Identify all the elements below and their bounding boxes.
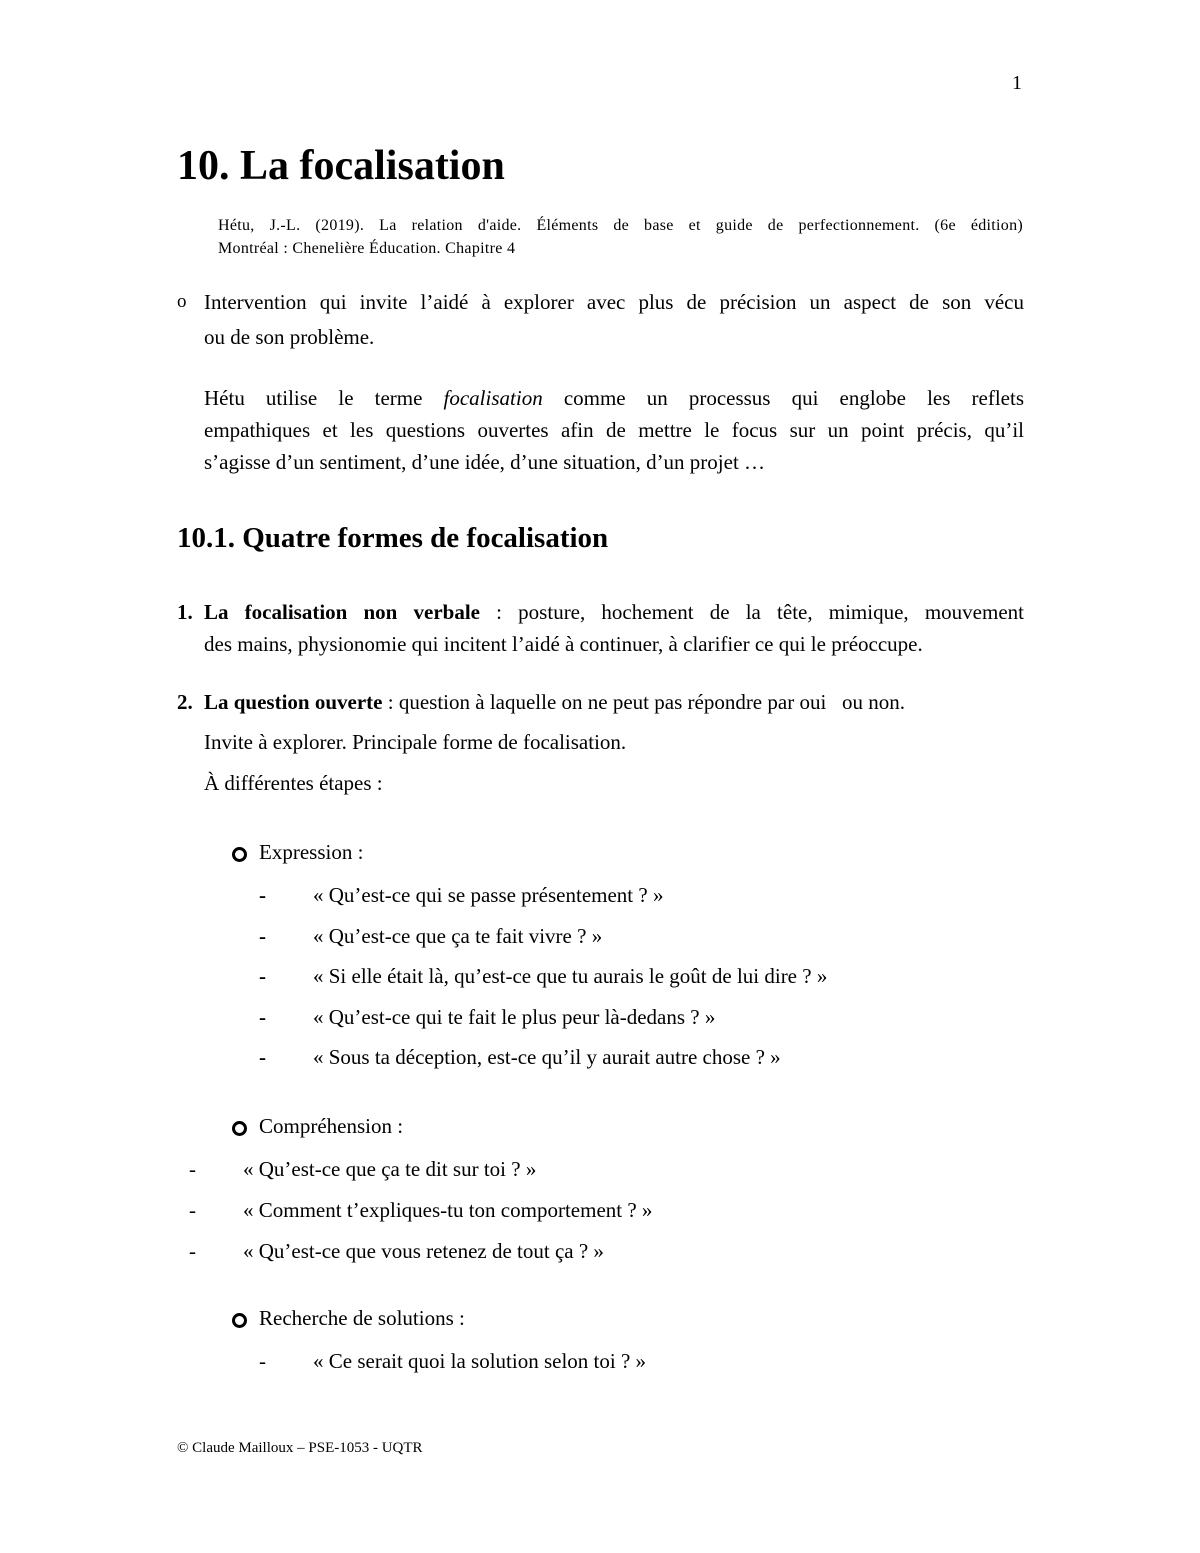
item-1-line-1 (204, 600, 1024, 625)
item-2-line-1 (204, 690, 905, 715)
question-item: « Qu’est-ce que ça te fait vivre ? » (313, 924, 603, 948)
item-2-line-3: À différentes étapes : (204, 771, 383, 795)
intro-line-2: ou de son problème. (204, 325, 375, 349)
dash-bullet: - (259, 964, 266, 988)
reference-line-1: Hétu, J.-L. (2019). La relation d'aide. Éléments de base et guide de perfectionnement. (6e édition) (218, 217, 1023, 234)
intro-paragraph-text: comme un processus qui englobe les reflets (563, 386, 1024, 410)
item-2-label: La question ouverte (204, 690, 383, 714)
intro-paragraph-line-1 (204, 386, 1024, 411)
intro-paragraph-line-2: empathiques et les questions ouvertes afin de mettre le focus sur un point précis, qu’il (204, 418, 1024, 442)
dash-bullet: - (259, 1349, 266, 1373)
intro-paragraph-line-3: s’agisse d’un sentiment, d’une idée, d’une situation, d’un projet … (204, 450, 766, 474)
dash-bullet: - (259, 924, 266, 948)
dash-bullet: - (259, 883, 266, 907)
hollow-bullet-icon: o (177, 291, 187, 312)
item-2-text: : question à laquelle on ne peut pas répondre par oui ou non. (382, 690, 906, 714)
section-heading: 10.1. Quatre formes de focalisation (177, 522, 609, 554)
item-2-line-2: Invite à explorer. Principale forme de focalisation. (204, 730, 627, 754)
item-1-text: : posture, hochement de la tête, mimique, mouvement (480, 600, 1024, 624)
dash-bullet: - (189, 1198, 196, 1222)
list-number: 2. (177, 690, 193, 714)
question-item: « Sous ta déception, est-ce qu’il y aurait autre chose ? » (313, 1045, 781, 1069)
item-1-label: La focalisation non verbale (204, 600, 481, 624)
dash-bullet: - (189, 1239, 196, 1263)
intro-line-1: Intervention qui invite l’aidé à explorer avec plus de précision un aspect de son vécu (204, 290, 1024, 314)
filled-circle-bullet-icon (232, 1313, 247, 1333)
stage-label: Recherche de solutions : (259, 1306, 465, 1330)
list-number: 1. (177, 600, 193, 624)
intro-paragraph-text: Hétu utilise le terme (204, 386, 423, 410)
dash-bullet: - (259, 1045, 266, 1069)
reference-line-2: Montréal : Chenelière Éducation. Chapitre 4 (218, 240, 516, 257)
filled-circle-bullet-icon (232, 1121, 247, 1141)
question-item: « Ce serait quoi la solution selon toi ? » (313, 1349, 647, 1373)
question-item: « Qu’est-ce qui se passe présentement ? » (313, 883, 664, 907)
page-title: 10. La focalisation (177, 143, 505, 189)
question-item: « Qu’est-ce que ça te dit sur toi ? » (243, 1157, 537, 1181)
stage-label: Expression : (259, 840, 364, 864)
footer-copyright: © Claude Mailloux – PSE-1053 - UQTR (177, 1440, 423, 1456)
question-item: « Si elle était là, qu’est-ce que tu aurais le goût de lui dire ? » (313, 964, 828, 988)
filled-circle-bullet-icon (232, 847, 247, 867)
stage-label: Compréhension : (259, 1114, 404, 1138)
question-item: « Qu’est-ce que vous retenez de tout ça ? » (243, 1239, 604, 1263)
page-number: 1 (1012, 72, 1022, 94)
question-item: « Comment t’expliques-tu ton comportement ? » (243, 1198, 653, 1222)
intro-paragraph-emphasis: focalisation (443, 386, 543, 410)
question-item: « Qu’est-ce qui te fait le plus peur là-dedans ? » (313, 1005, 716, 1029)
dash-bullet: - (259, 1005, 266, 1029)
dash-bullet: - (189, 1157, 196, 1181)
item-1-line-2: des mains, physionomie qui incitent l’aidé à continuer, à clarifier ce qui le préoccupe. (204, 632, 923, 656)
